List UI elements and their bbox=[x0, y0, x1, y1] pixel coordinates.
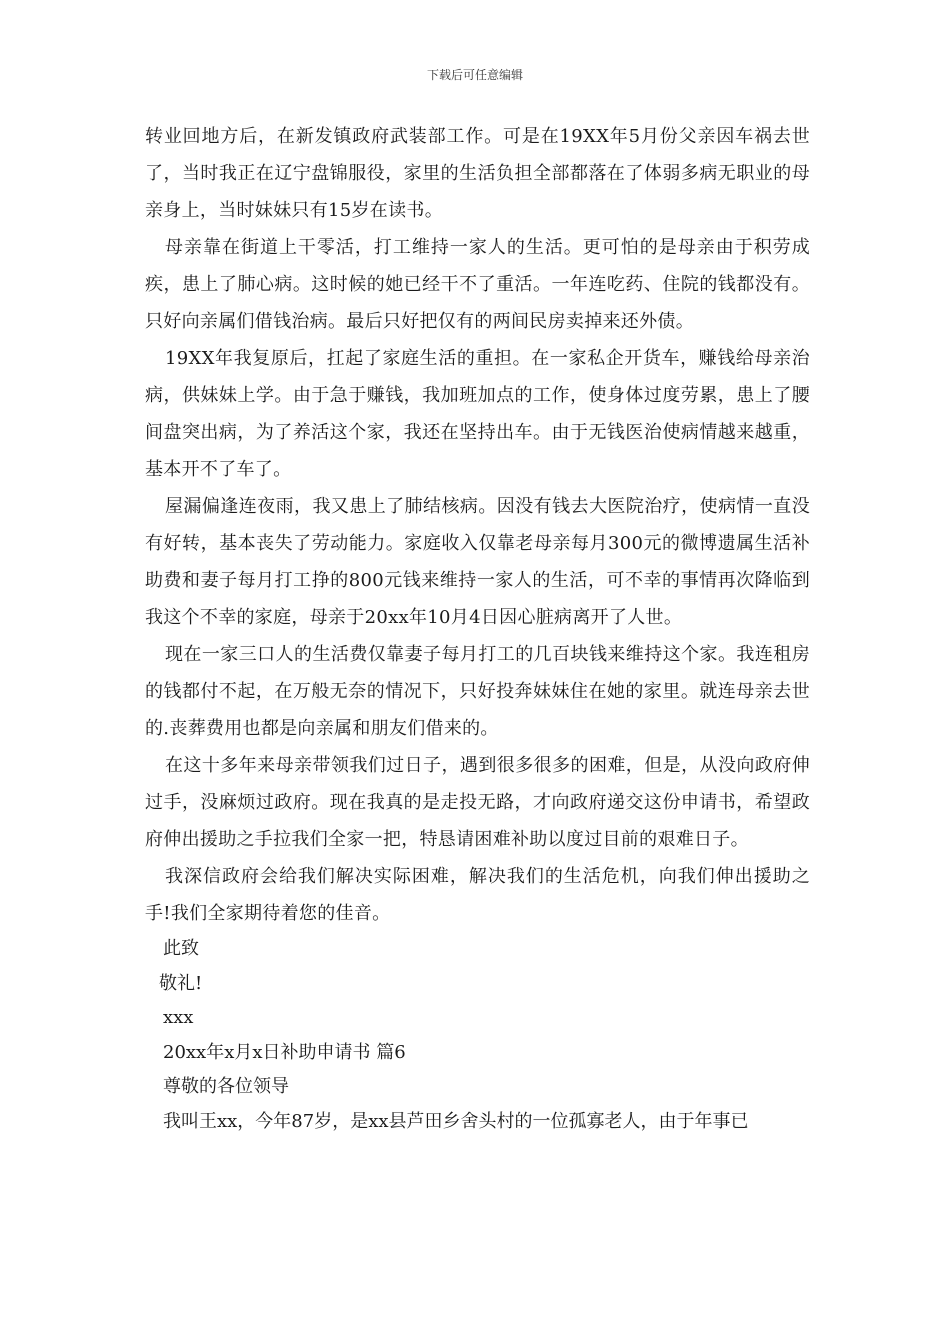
page-header: 下载后可任意编辑 bbox=[426, 68, 523, 82]
paragraph: 屋漏偏逢连夜雨，我又患上了肺结核病。因没有钱去大医院治疗，使病情一直没有好转，基本丧失了劳动能力。家庭收入仅靠老母亲每月300元的微博遗属生活补助费和妻子每月打工挣的800元钱来维持一家人的生活，可不幸的事情再次降临到我这个不幸的家庭，母亲于20xx年10月4日因心脏病离开了人世。 bbox=[145, 496, 810, 628]
paragraph: 现在一家三口人的生活费仅靠妻子每月打工的几百块钱来维持这个家。我连租房的钱都付不起，在万般无奈的情况下，只好投奔妹妹住在她的家里。就连母亲去世的.丧葬费用也都是向亲属和朋友们借来的。 bbox=[145, 644, 810, 739]
paragraph: 转业回地方后，在新发镇政府武装部工作。可是在19XX年5月份父亲因车祸去世了，当时我正在辽宁盘锦服役，家里的生活负担全部都落在了体弱多病无职业的母亲身上，当时妹妹只有15岁在读书。 bbox=[145, 126, 810, 221]
regards: 敬礼! bbox=[159, 972, 203, 994]
paragraph: 母亲靠在街道上干零活，打工维持一家人的生活。更可怕的是母亲由于积劳成疾，患上了肺心病。这时候的她已经干不了重活。一年连吃药、住院的钱都没有。只好向亲属们借钱治病。最后只好把仅有的两间民房卖掉来还外债。 bbox=[145, 237, 810, 332]
paragraph: 我深信政府会给我们解决实际困难，解决我们的生活危机，向我们伸出援助之手!我们全家期待着您的佳音。 bbox=[145, 866, 810, 924]
signature: xxx bbox=[163, 1007, 194, 1028]
greeting: 尊敬的各位领导 bbox=[163, 1076, 289, 1097]
paragraph: 在这十多年来母亲带领我们过日子，遇到很多很多的困难，但是，从没向政府伸过手，没麻烦过政府。现在我真的是走投无路，才向政府递交这份申请书，希望政府伸出援助之手拉我们全家一把，特恳请困难补助以度过目前的艰难日子。 bbox=[145, 755, 810, 850]
salutation: 此致 bbox=[163, 938, 199, 959]
paragraph: 19XX年我复原后，扛起了家庭生活的重担。在一家私企开货车，赚钱给母亲治病，供妹妹上学。由于急于赚钱，我加班加点的工作，使身体过度劳累，患上了腰间盘突出病，为了养活这个家，我还在坚持出车。由于无钱医治使病情越来越重，基本开不了车了。 bbox=[145, 348, 810, 480]
opening-line: 我叫王xx，今年87岁，是xx县芦田乡舍头村的一位孤寡老人，由于年事已 bbox=[163, 1110, 749, 1132]
section-title: 20xx年x月x日补助申请书 篇6 bbox=[163, 1041, 406, 1063]
document-body bbox=[145, 118, 810, 1139]
